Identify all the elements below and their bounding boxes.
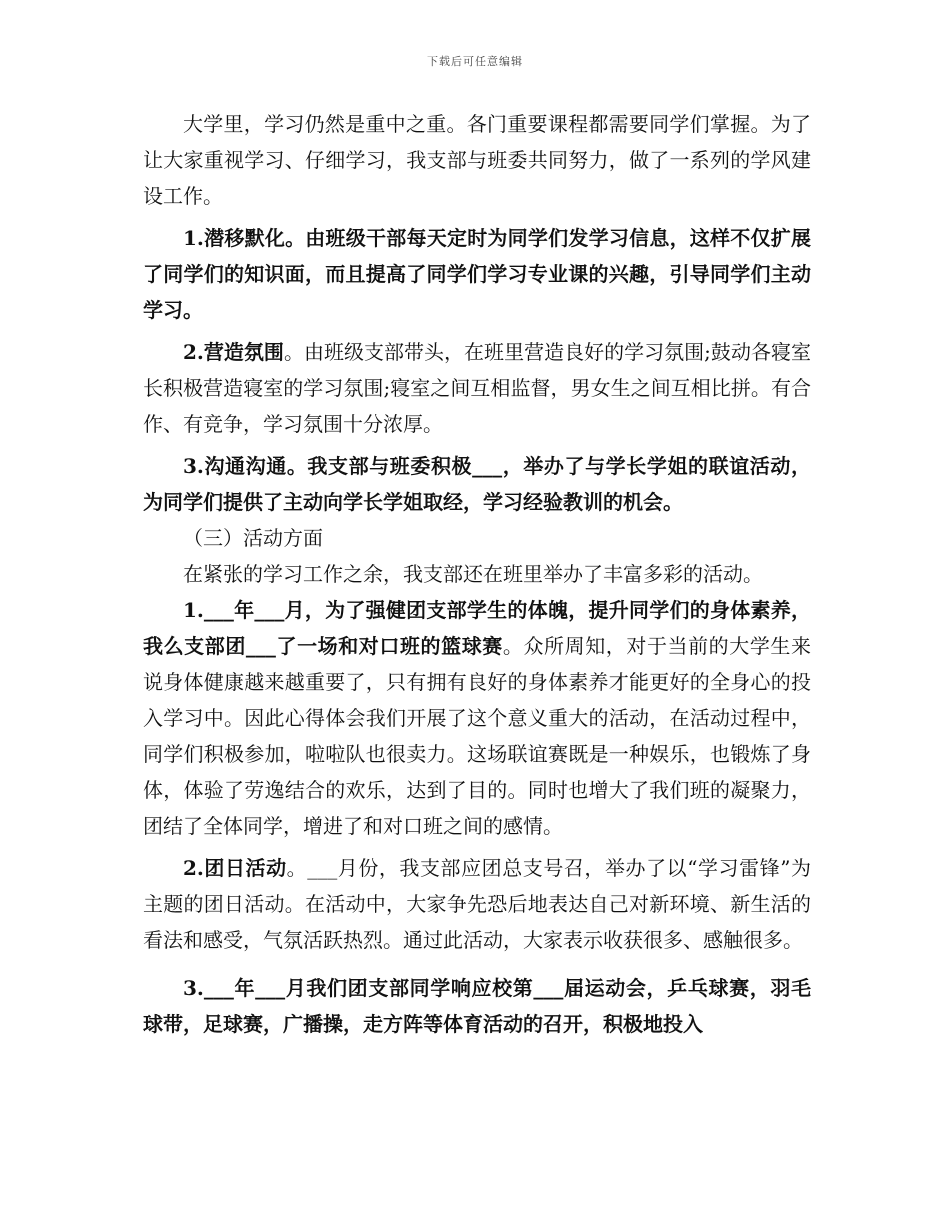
paragraph-activity-3: 3.___年___月我们团支部同学响应校第___届运动会，乒乓球赛，羽毛球带，足球赛，广播操，走方阵等体育活动的召开，积极地投入 [143,976,811,1036]
paragraph-activity-2 [143,850,811,958]
paragraph-activities-intro: 在紧张的学习工作之余，我支部还在班里举办了丰富多彩的活动。 [183,562,763,586]
item-2-text: 。由班级支部带头，在班里营造良好的学习氛围;鼓动各寝室长积极营造寝室的学习氛围;寝室之间互相监督，男女生之间互相比拼。有合作、有竞争，学习氛围十分浓厚。 [143,340,811,436]
activity-2-heading: 2.团日活动 [183,856,287,880]
activity-2-text: 。___月份，我支部应团总支号召，举办了以“学习雷锋”为主题的团日活动。在活动中，大家争先恐后地表达自己对新环境、新生活的看法和感受，气氛活跃热烈。通过此活动，大家表示收获很多、感触很多。 [143,856,811,952]
document-body [143,106,811,1042]
activity-1-text: 。众所周知，对于当前的大学生来说身体健康越来越重要了，只有拥有良好的身体素养才能更好的全身心的投入学习中。因此心得体会我们开展了这个意义重大的活动，在活动过程中，同学们积极参加，啦啦队也很卖力。这场联谊赛既是一种娱乐，也锻炼了身体，体验了劳逸结合的欢乐，达到了目的。同时也增大了我们班的凝聚力，团结了全体同学，增进了和对口班之间的感情。 [143,634,812,838]
paragraph-item-2 [143,334,811,442]
paragraph-activity-1 [143,592,811,844]
paragraph-item-3: 3.沟通沟通。我支部与班委积极___，举办了与学长学姐的联谊活动，为同学们提供了主动向学长学姐取经，学习经验教训的机会。 [143,454,811,514]
activity-1-heading: 1.___年___月，为了强健团支部学生的体魄，提升同学们的身体素养，我么支部团___了一场和对口班的篮球赛 [143,598,811,658]
paragraph-intro: 大学里，学习仍然是重中之重。各门重要课程都需要同学们掌握。为了让大家重视学习、仔细学习，我支部与班委共同努力，做了一系列的学风建设工作。 [143,112,811,208]
item-2-heading: 2.营造氛围 [183,340,284,364]
section-heading: （三）活动方面 [183,526,323,550]
paragraph-item-1: 1.潜移默化。由班级干部每天定时为同学们发学习信息，这样不仅扩展了同学们的知识面，而且提高了同学们学习专业课的兴趣，引导同学们主动学习。 [143,226,811,322]
page-header: 下载后可任意编辑 [427,55,523,68]
